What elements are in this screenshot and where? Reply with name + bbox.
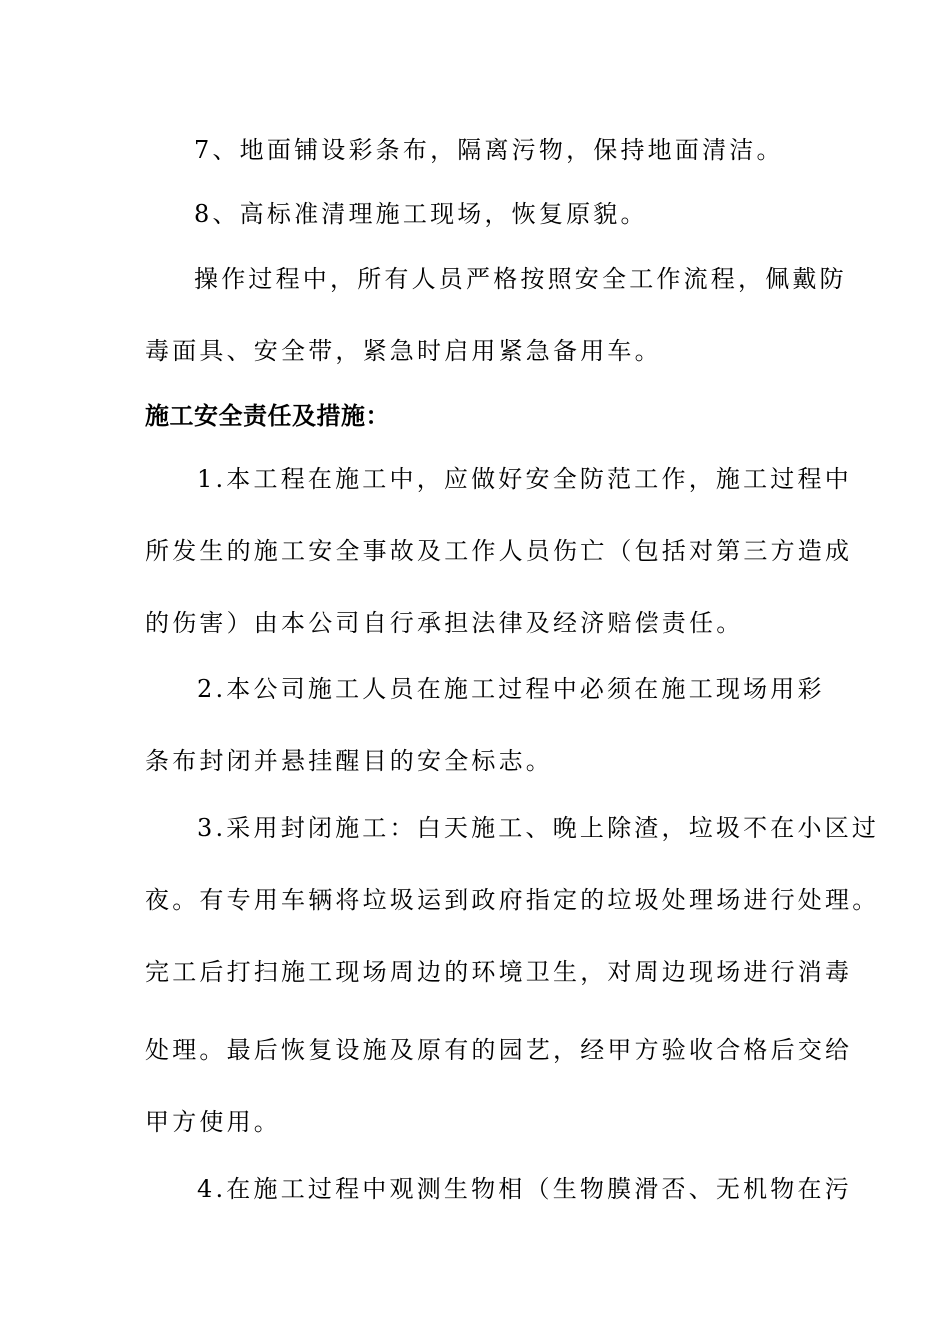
- paragraph-line: 操作过程中，所有人员严格按照安全工作流程，佩戴防: [194, 265, 847, 293]
- list-item-7: 7、地面铺设彩条布，隔离污物，保持地面清洁。: [194, 136, 784, 164]
- paragraph-line: 完工后打扫施工现场周边的环境卫生，对周边现场进行消毒: [145, 958, 853, 986]
- paragraph-line: 所发生的施工安全事故及工作人员伤亡（包括对第三方造成: [145, 537, 853, 565]
- paragraph-line: 甲方使用。: [145, 1108, 281, 1136]
- section-heading: 施工安全责任及措施：: [145, 402, 390, 430]
- paragraph-line: 毒面具、安全带，紧急时启用紧急备用车。: [145, 337, 662, 365]
- paragraph-line: 夜。有专用车辆将垃圾运到政府指定的垃圾处理场进行处理。: [145, 886, 880, 914]
- paragraph-line: 2.本公司施工人员在施工过程中必须在施工现场用彩: [197, 675, 825, 703]
- paragraph-line: 处理。最后恢复设施及原有的园艺，经甲方验收合格后交给: [145, 1036, 853, 1064]
- paragraph-line: 4.在施工过程中观测生物相（生物膜滑否、无机物在污: [197, 1175, 852, 1203]
- paragraph-line: 条布封闭并悬挂醒目的安全标志。: [145, 747, 553, 775]
- list-item-8: 8、高标准清理施工现场，恢复原貌。: [194, 200, 648, 228]
- paragraph-line: 1.本工程在施工中，应做好安全防范工作，施工过程中: [197, 465, 852, 493]
- paragraph-line: 的伤害）由本公司自行承担法律及经济赔偿责任。: [145, 609, 744, 637]
- paragraph-line: 3.采用封闭施工：白天施工、晚上除渣，垃圾不在小区过: [197, 814, 880, 842]
